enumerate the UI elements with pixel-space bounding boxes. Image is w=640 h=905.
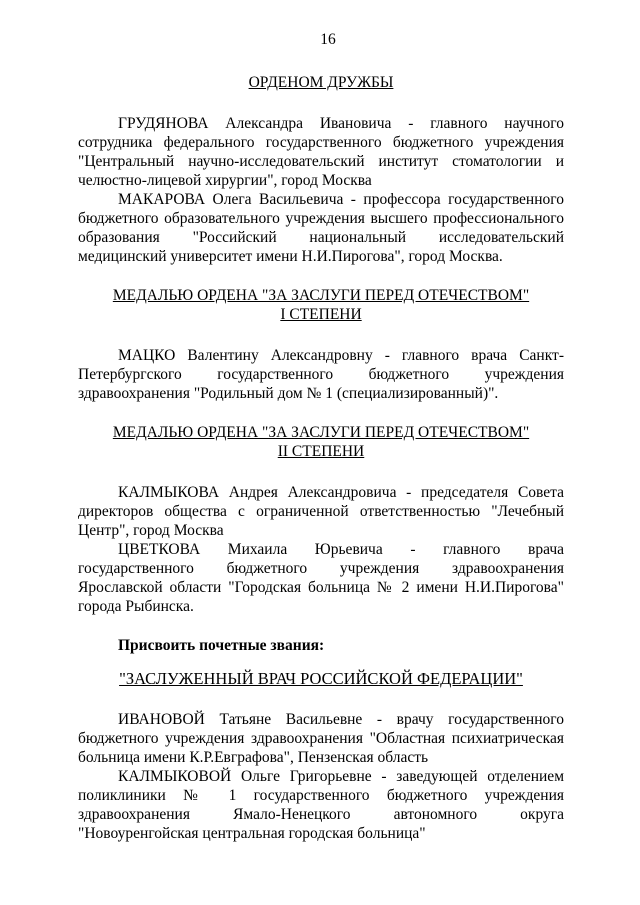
awardee-name: КАЛМЫКОВОЙ <box>118 768 232 785</box>
award-entry <box>78 767 564 843</box>
awardee-description: Ольге Григорьевне - заведующей отделением поликлиники № 1 государственного бюджетного учреждения здравоохранения Ямало-Ненецкого автономного округа "Новоуренгойская центральная городская больница" <box>78 768 564 842</box>
awardee-name: ЦВЕТКОВА <box>118 541 201 558</box>
section-heading-line: II СТЕПЕНИ <box>277 443 365 460</box>
awardee-name: МАЦКО <box>118 347 176 364</box>
award-entry <box>78 346 564 403</box>
document-page <box>78 30 564 843</box>
awardee-description: Валентину Александровну - главного врача Санкт-Петербургского государственного бюджетного учреждения здравоохранения "Родильный дом № 1 (специализированный)". <box>78 347 564 402</box>
award-entry <box>78 114 564 190</box>
section-heading-line: МЕДАЛЬЮ ОРДЕНА "ЗА ЗАСЛУГИ ПЕРЕД ОТЕЧЕСТВОМ" <box>112 424 530 441</box>
awardee-description: Татьяне Васильевне - врачу государственного бюджетного учреждения здравоохранения "Областная психиатрическая больница имени К.Р.Евграфова", Пензенская область <box>78 711 564 766</box>
awardee-description: Михаила Юрьевича - главного врача государственного бюджетного учреждения здравоохранения Ярославской области "Городская больница № 2 имени Н.И.Пирогова" города Рыбинска. <box>78 541 564 615</box>
award-entry <box>78 710 564 767</box>
awardee-name: МАКАРОВА <box>118 191 206 208</box>
awardee-name: КАЛМЫКОВА <box>118 484 220 501</box>
awardee-name: ГРУДЯНОВА <box>118 115 209 132</box>
section-heading-line: "ЗАСЛУЖЕННЫЙ ВРАЧ РОССИЙСКОЙ ФЕДЕРАЦИИ" <box>119 669 523 688</box>
section-medal-1-heading <box>78 286 564 324</box>
awardee-description: Олега Васильевича - профессора государственного бюджетного образовательного учреждения высшего профессионального образования "Российский национальный исследовательский медицинский университет имени Н.И.Пирогова", город Москва. <box>78 191 564 265</box>
awardee-name: ИВАНОВОЙ <box>118 711 205 728</box>
section-friendship-heading <box>78 73 564 92</box>
page-number: 16 <box>320 31 336 48</box>
award-entry <box>78 190 564 266</box>
award-entry <box>78 483 564 540</box>
section-medal-2-heading <box>78 423 564 461</box>
section-heading-line: МЕДАЛЬЮ ОРДЕНА "ЗА ЗАСЛУГИ ПЕРЕД ОТЕЧЕСТВОМ" <box>112 287 530 304</box>
awardee-description: Андрея Александровича - председателя Совета директоров общества с ограниченной ответственностью "Лечебный Центр", город Москва <box>78 484 564 539</box>
award-entry <box>78 540 564 616</box>
honorary-titles-intro: Присвоить почетные звания: <box>118 637 325 654</box>
section-heading-line: I СТЕПЕНИ <box>280 306 362 323</box>
section-honored-doctor-heading <box>78 669 564 688</box>
section-heading-line: ОРДЕНОМ ДРУЖБЫ <box>248 74 394 91</box>
awardee-description: Александра Ивановича - главного научного сотрудника федерального государственного бюджетного учреждения "Центральный научно-исследовательский институт стоматологии и челюстно-лицевой хирургии", город Москва <box>78 115 564 189</box>
